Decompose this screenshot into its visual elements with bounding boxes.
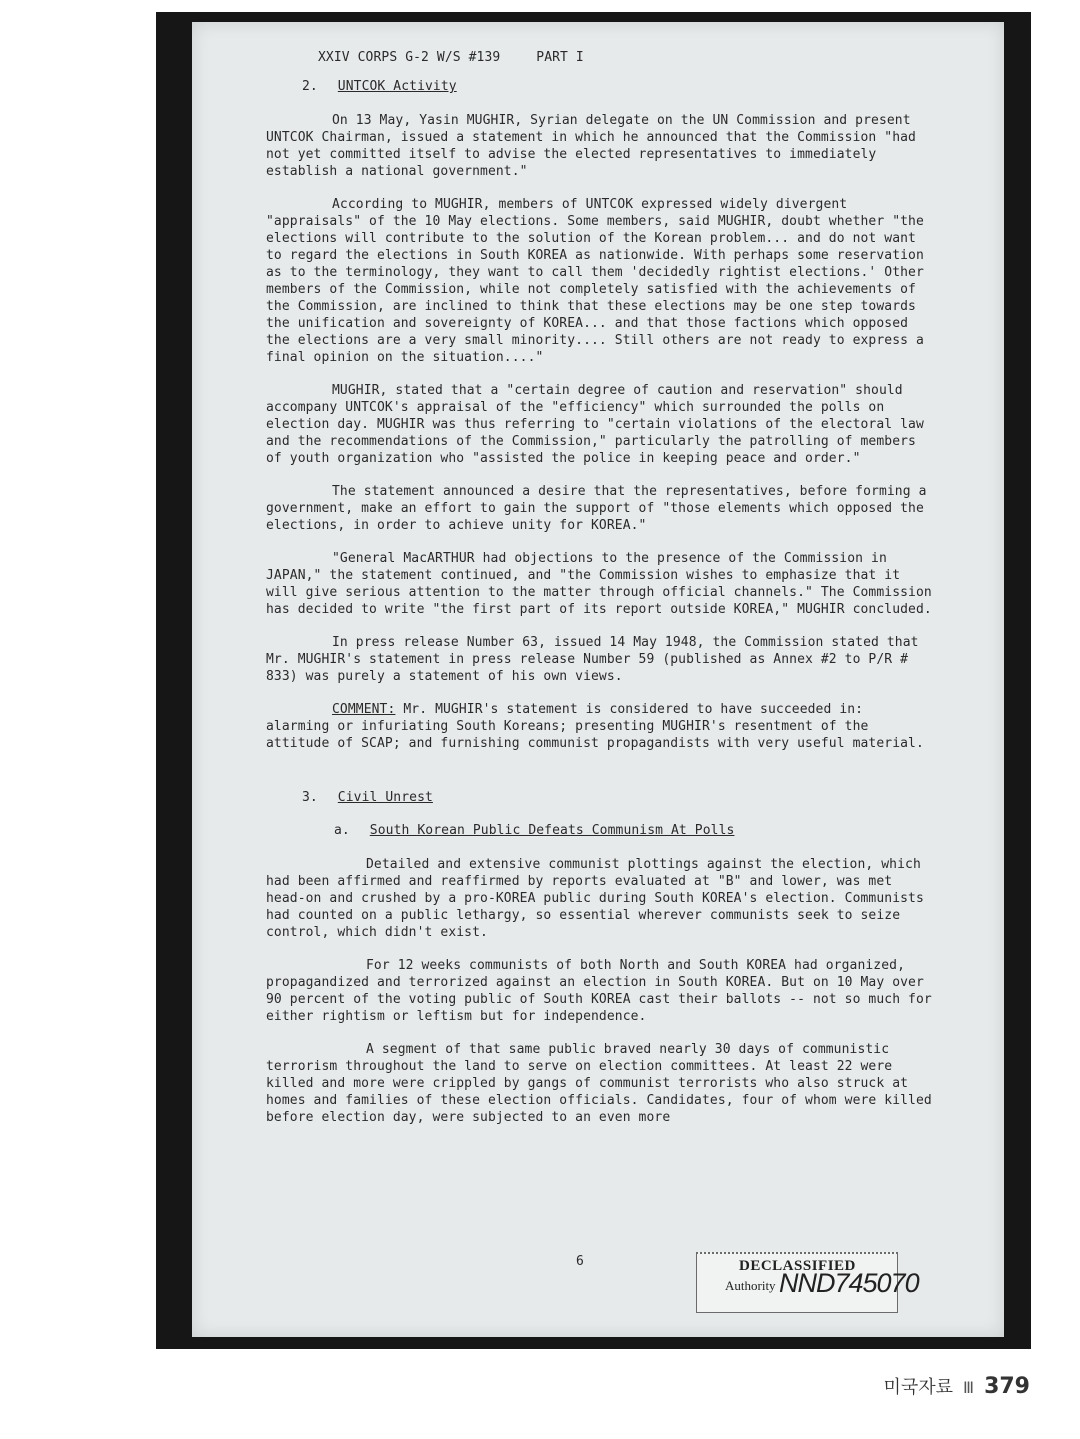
book-footer [883, 1373, 1030, 1399]
document-header [318, 50, 934, 65]
paragraph-text: A segment of that same public braved nearly 30 days of communistic terrorism throughout the land to serve on election committees. At least 22 were killed and more were crippled by gangs of communist terrorists who also struck at homes and families of these election officials. Candidates, four of whom were killed before election day, were subjected to an even more [266, 1042, 932, 1125]
footer-page-number: 379 [984, 1374, 1030, 1399]
subsection-letter: a. [334, 823, 350, 838]
paragraph-text: On 13 May, Yasin MUGHIR, Syrian delegate on the UN Commission and present UNTCOK Chairman, issued a statement in which he announced that the Commission "had not yet committed itself to advise the elected representatives to immediately establish a national government." [266, 113, 916, 179]
paragraph-text: In press release Number 63, issued 14 May 1948, the Commission stated that Mr. MUGHIR's statement in press release Number 59 (published as Annex #2 to P/R # 833) was purely a statement of his own views. [266, 635, 919, 684]
stamp-authority-label: Authority [725, 1278, 776, 1293]
stamp-title: DECLASSIFIED [739, 1258, 856, 1274]
paragraph [266, 483, 934, 534]
paragraph [266, 634, 934, 685]
section-3-title: Civil Unrest [337, 790, 433, 805]
paragraph-text: MUGHIR, stated that a "certain degree of caution and reservation" should accompany UNTCOK's appraisal of the "efficiency" which surrounded the polls on election day. MUGHIR was thus referring to "certain violations of the electoral law and the recommendations of the Commission," particularly the patrolling of members of youth organization who "assisted the police in keeping peace and order." [266, 383, 924, 466]
section-3-number: 3. [302, 790, 318, 805]
paragraph [266, 1041, 934, 1126]
subsection-title: South Korean Public Defeats Communism At Polls [369, 823, 735, 838]
document-page-number: 6 [576, 1254, 584, 1269]
comment-paragraph [266, 701, 934, 752]
paragraph-text: Detailed and extensive communist plottings against the election, which had been affirmed and reaffirmed by reports evaluated at "B" and lower, was met head-on and crushed by a pro-KOREA public during South KOREA's election. Communists had counted on a public lethargy, so essential wherever communists seek to seize control, which didn't exist. [266, 857, 924, 940]
paragraph-text: The statement announced a desire that the representatives, before forming a government, make an effort to gain the support of "those elements which opposed the elections, in order to achieve unity for KOREA." [266, 484, 927, 533]
comment-text: Mr. MUGHIR's statement is considered to have succeeded in: alarming or infuriating South Koreans; presenting MUGHIR's resentment of the attitude of SCAP; and furnishing communist propagandists with very useful material. [266, 702, 924, 751]
subsection-heading [334, 823, 934, 838]
paragraph [266, 856, 934, 941]
section-2-title: UNTCOK Activity [337, 79, 457, 94]
paragraph [266, 550, 934, 618]
paragraph-text: For 12 weeks communists of both North and South KOREA had organized, propagandized and terrorized against an election in South KOREA. But on 10 May over 90 percent of the voting public of South KOREA cast their ballots -- not so much for either rightism or leftism but for independence. [266, 958, 932, 1024]
paragraph [266, 196, 934, 366]
header-left: XXIV CORPS G-2 W/S #139 [318, 50, 501, 65]
paragraph-text: According to MUGHIR, members of UNTCOK expressed widely divergent "appraisals" of the 10 May elections. Some members, said MUGHIR, doubt whether "the elections will contribute to the solution of the Korean problem... and do not want to regard the elections in South KOREA as nationwide. With perhaps some reservation as to the terminology, they want to call them 'decidedly rightist elections.' Other members of the Commission, while not completely satisfied with the achievements of the Commission, are inclined to think that these elections may be one step towards the unification and sovereignty of KOREA... and that those factions which opposed the elections are a very small minority.... Still others are not ready to express a final opinion on the situation...." [266, 197, 924, 365]
footer-label: 미국자료 [883, 1377, 954, 1398]
declassified-stamp [696, 1252, 919, 1313]
section-3-heading [302, 790, 934, 805]
stamp-authority-code: NND745070 [779, 1268, 919, 1298]
header-right: PART I [536, 50, 584, 65]
document-body [266, 50, 934, 1142]
footer-separator: Ⅲ [963, 1378, 975, 1397]
paragraph-text: "General MacARTHUR had objections to the presence of the Commission in JAPAN," the statement continued, and "the Commission wishes to emphasize that it will give serious attention to the matter through official channels." The Commission has decided to write "the first part of its report outside KOREA," MUGHIR concluded. [266, 551, 932, 617]
section-2-number: 2. [302, 79, 318, 94]
section-2-heading [302, 79, 934, 94]
comment-label: COMMENT: [332, 702, 396, 717]
paragraph [266, 382, 934, 467]
paragraph [266, 957, 934, 1025]
paragraph [266, 112, 934, 180]
